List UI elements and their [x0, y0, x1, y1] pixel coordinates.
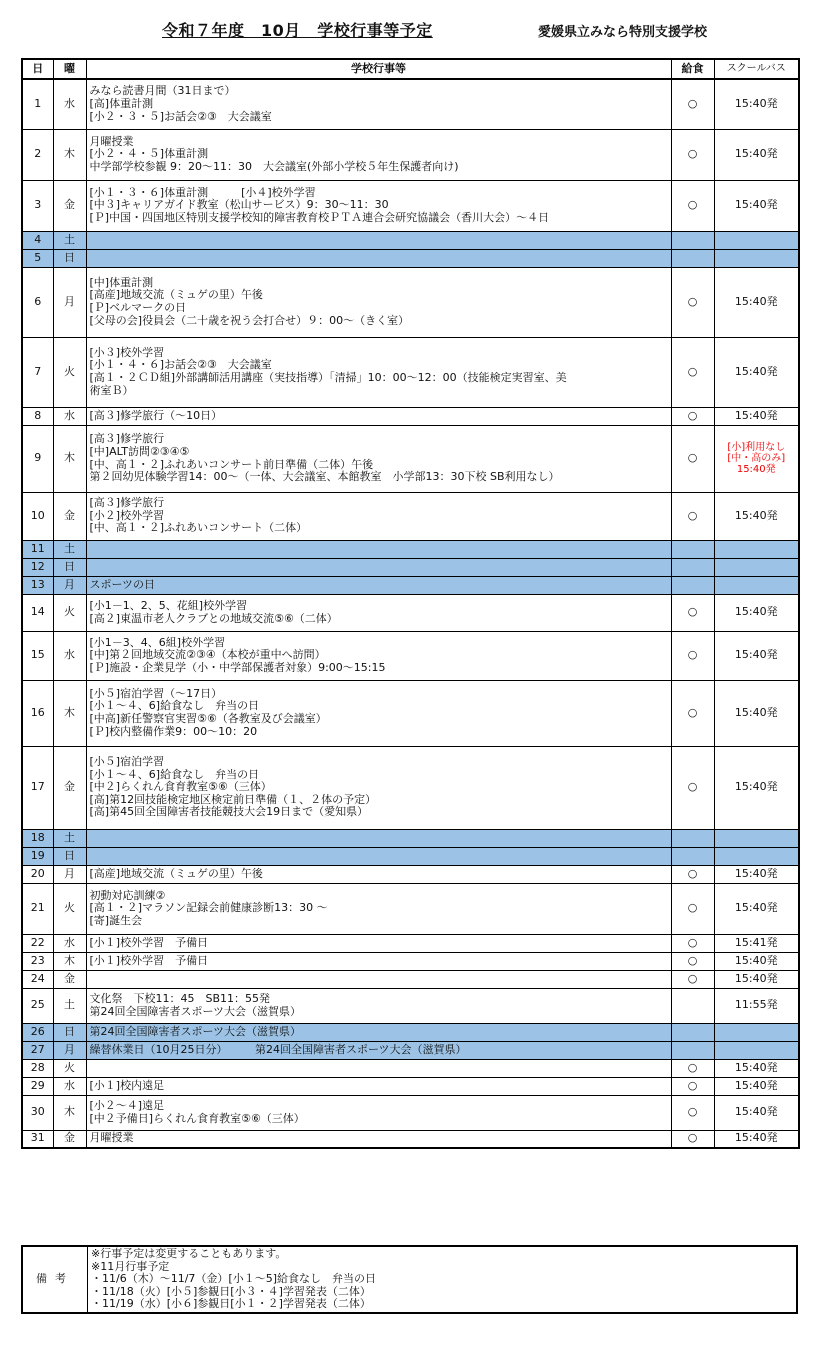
table-row: [22, 746, 799, 829]
table-row: [22, 267, 799, 337]
event-line: 文化祭 下校11：45 SB11：55発: [89, 991, 271, 1005]
table-row: [22, 952, 799, 970]
lunch-cell: ○: [671, 79, 714, 129]
day-cell: 9: [22, 425, 53, 492]
bus-cell: [714, 558, 799, 576]
bus-cell: 11:55発: [714, 988, 799, 1023]
events-cell: [86, 425, 671, 492]
bus-cell: 15:40発: [714, 337, 799, 407]
weekday-cell: 土: [53, 540, 86, 558]
bus-cell: 15:40発: [714, 970, 799, 988]
bus-cell: 15:40発: [714, 407, 799, 425]
events-cell: [86, 129, 671, 180]
events-cell: [86, 231, 671, 249]
table-row: [22, 1095, 799, 1130]
events-cell: [86, 249, 671, 267]
events-cell: [86, 1130, 671, 1148]
bus-cell: [714, 540, 799, 558]
lunch-cell: [671, 249, 714, 267]
event-line: [小１]校内遠足: [89, 1078, 165, 1092]
day-cell: 27: [22, 1041, 53, 1059]
bus-cell: 15:40発: [714, 746, 799, 829]
table-row: [22, 883, 799, 934]
col-header-bus: スクールバス: [714, 59, 799, 79]
table-row: [22, 1077, 799, 1095]
event-line: 月曜授業: [89, 1131, 134, 1145]
event-line: [中]体重計測: [89, 275, 154, 289]
event-line: [中、高１・２]ふれあいコンサート前日準備（二体）午後: [89, 457, 374, 471]
weekday-cell: 水: [53, 934, 86, 952]
weekday-cell: 金: [53, 180, 86, 231]
table-row: [22, 540, 799, 558]
event-line: [Ｐ]中国・四国地区特別支援学校知的障害教育校ＰＴＡ連合会研究協議会（香川大会）～４日: [89, 210, 550, 224]
event-line: 第24回全国障害者スポーツ大会（滋賀県）: [89, 1004, 302, 1018]
table-row: [22, 79, 799, 129]
lunch-cell: ○: [671, 594, 714, 631]
day-cell: 21: [22, 883, 53, 934]
lunch-cell: ○: [671, 952, 714, 970]
table-row: [22, 180, 799, 231]
events-cell: [86, 680, 671, 746]
event-line: [小１～４、6]給食なし 弁当の日: [89, 699, 260, 713]
table-row: [22, 680, 799, 746]
events-cell: [86, 558, 671, 576]
events-cell: [86, 576, 671, 594]
notes-content: [88, 1246, 798, 1313]
lunch-cell: ○: [671, 267, 714, 337]
day-cell: 22: [22, 934, 53, 952]
table-row: [22, 1041, 799, 1059]
lunch-cell: ○: [671, 492, 714, 540]
event-line: [高]第12回技能検定地区検定前日準備（１、２体の予定）: [89, 792, 377, 806]
events-cell: [86, 1041, 671, 1059]
table-row: [22, 934, 799, 952]
weekday-cell: 火: [53, 337, 86, 407]
table-row: [22, 847, 799, 865]
events-cell: [86, 970, 671, 988]
event-line: [小１]校外学習 予備日: [89, 935, 209, 949]
day-cell: 2: [22, 129, 53, 180]
event-line: [小５]宿泊学習（～17日）: [89, 686, 223, 700]
bus-cell: [714, 249, 799, 267]
bus-cell: 15:40発: [714, 952, 799, 970]
events-cell: [86, 180, 671, 231]
weekday-cell: 日: [53, 847, 86, 865]
event-line: [小１～４、6]給食なし 弁当の日: [89, 767, 260, 781]
event-line: [Ｐ]施設・企業見学（小・中学部保護者対象）9:00～15:15: [89, 660, 386, 674]
lunch-cell: ○: [671, 1059, 714, 1077]
table-row: [22, 425, 799, 492]
table-row: [22, 829, 799, 847]
bus-cell: 15:40発: [714, 1130, 799, 1148]
lunch-cell: ○: [671, 425, 714, 492]
note-line: ※11月行事予定: [91, 1259, 170, 1273]
events-cell: [86, 631, 671, 680]
lunch-cell: [671, 847, 714, 865]
events-cell: [86, 1095, 671, 1130]
event-line: [小1－3、4、6組]校外学習: [89, 635, 226, 649]
events-cell: [86, 594, 671, 631]
bus-note-line: [中・高のみ]: [727, 453, 786, 464]
lunch-cell: ○: [671, 407, 714, 425]
day-cell: 29: [22, 1077, 53, 1095]
event-line: [高産]地域交流（ミュゲの里）午後: [89, 866, 263, 880]
note-line: ・11/6（木）～11/7（金）[小１～5]給食なし 弁当の日: [91, 1272, 376, 1286]
lunch-cell: ○: [671, 970, 714, 988]
weekday-cell: 月: [53, 267, 86, 337]
event-line: [高]第45回全国障害者技能競技大会19日まで（愛知県）: [89, 805, 369, 819]
lunch-cell: ○: [671, 180, 714, 231]
bus-cell: 15:40発: [714, 129, 799, 180]
weekday-cell: 土: [53, 988, 86, 1023]
events-cell: [86, 407, 671, 425]
table-row: [22, 865, 799, 883]
day-cell: 1: [22, 79, 53, 129]
bus-cell: 15:40発: [714, 1077, 799, 1095]
school-name: 愛媛県立みなら特別支援学校: [538, 25, 708, 40]
bus-cell: 15:40発: [714, 865, 799, 883]
table-row: [22, 1059, 799, 1077]
lunch-cell: [671, 829, 714, 847]
weekday-cell: 水: [53, 79, 86, 129]
lunch-cell: ○: [671, 631, 714, 680]
weekday-cell: 火: [53, 1059, 86, 1077]
events-cell: [86, 883, 671, 934]
bus-cell: 15:40発: [714, 492, 799, 540]
event-line: 初動対応訓練②: [89, 888, 166, 902]
bus-cell: 15:40発: [714, 1059, 799, 1077]
day-cell: 26: [22, 1023, 53, 1041]
day-cell: 25: [22, 988, 53, 1023]
event-line: 第２回幼児体験学習14：00～（一体、大会議室、本館教室 小学部13：30下校 SB利用なし）: [89, 470, 560, 484]
notes-label: 備考: [22, 1246, 88, 1313]
lunch-cell: [671, 540, 714, 558]
bus-cell: 15:40発: [714, 267, 799, 337]
weekday-cell: 日: [53, 249, 86, 267]
weekday-cell: 木: [53, 952, 86, 970]
event-line: [高]体重計測: [89, 96, 154, 110]
bus-cell: 15:40発: [714, 883, 799, 934]
events-cell: [86, 847, 671, 865]
event-line: [中３]キャリアガイド教室（松山サービス）9：30～11：30: [89, 198, 389, 212]
events-cell: [86, 540, 671, 558]
day-cell: 20: [22, 865, 53, 883]
events-cell: [86, 79, 671, 129]
bus-cell: [714, 847, 799, 865]
event-line: [高１・２]マラソン記録会前健康診断13：30 ～: [89, 901, 328, 915]
weekday-cell: 水: [53, 1077, 86, 1095]
event-line: 繰替休業日（10月25日分） 第24回全国障害者スポーツ大会（滋賀県）: [89, 1042, 467, 1056]
event-line: スポーツの日: [89, 577, 156, 591]
event-line: [小1－1、2、5、花組]校外学習: [89, 598, 248, 612]
events-cell: [86, 1059, 671, 1077]
table-row: [22, 129, 799, 180]
day-cell: 18: [22, 829, 53, 847]
weekday-cell: 木: [53, 425, 86, 492]
bus-cell: [714, 1041, 799, 1059]
weekday-cell: 月: [53, 1041, 86, 1059]
bus-cell: 15:41発: [714, 934, 799, 952]
day-cell: 10: [22, 492, 53, 540]
weekday-cell: 水: [53, 631, 86, 680]
event-line: [中]第２回地域交流②③④（本校が重中へ訪問）: [89, 648, 326, 662]
event-line: [小２・３・５]お話会②③ 大会議室: [89, 109, 272, 123]
events-cell: [86, 829, 671, 847]
schedule-table: [21, 58, 800, 1149]
event-line: [中２]らくれん食育教室⑤⑥（三体）: [89, 780, 272, 794]
day-cell: 4: [22, 231, 53, 249]
bus-cell: 15:40発: [714, 631, 799, 680]
table-row: [22, 1023, 799, 1041]
note-line: ・11/19（水）[小６]参観日[小１・２]学習発表（二体）: [91, 1297, 371, 1311]
day-cell: 15: [22, 631, 53, 680]
events-cell: [86, 952, 671, 970]
lunch-cell: ○: [671, 337, 714, 407]
weekday-cell: 木: [53, 129, 86, 180]
weekday-cell: 金: [53, 970, 86, 988]
weekday-cell: 土: [53, 231, 86, 249]
bus-cell: 15:40発: [714, 180, 799, 231]
day-cell: 24: [22, 970, 53, 988]
table-row: [22, 594, 799, 631]
events-cell: [86, 1077, 671, 1095]
event-line: [高３]修学旅行: [89, 496, 165, 510]
day-cell: 28: [22, 1059, 53, 1077]
weekday-cell: 水: [53, 407, 86, 425]
table-row: [22, 1130, 799, 1148]
bus-note-line: [小]利用なし: [727, 442, 786, 453]
note-line: ※行事予定は変更することもあります。: [91, 1247, 287, 1260]
col-header-events: 学校行事等: [86, 59, 671, 79]
day-cell: 8: [22, 407, 53, 425]
weekday-cell: 土: [53, 829, 86, 847]
col-header-weekday: 曜: [53, 59, 86, 79]
page-title: 令和７年度 10月 学校行事等予定: [162, 21, 433, 40]
events-cell: [86, 1023, 671, 1041]
event-line: [高産]地域交流（ミュゲの里）午後: [89, 288, 263, 302]
event-line: [小１]校外学習 予備日: [89, 953, 209, 967]
event-line: [寄]誕生会: [89, 913, 143, 927]
event-line: [父母の会]役員会（二十歳を祝う会打合せ）９：00～（きく室）: [89, 313, 410, 327]
weekday-cell: 月: [53, 865, 86, 883]
day-cell: 11: [22, 540, 53, 558]
table-row: [22, 337, 799, 407]
lunch-cell: ○: [671, 1077, 714, 1095]
weekday-cell: 木: [53, 1095, 86, 1130]
lunch-cell: [671, 1041, 714, 1059]
events-cell: [86, 492, 671, 540]
event-line: [小３]校外学習: [89, 345, 165, 359]
day-cell: 16: [22, 680, 53, 746]
col-header-lunch: 給食: [671, 59, 714, 79]
events-cell: [86, 746, 671, 829]
event-line: [高２]東温市老人クラブとの地域交流⑤⑥（二体）: [89, 611, 338, 625]
lunch-cell: [671, 988, 714, 1023]
table-row: [22, 249, 799, 267]
day-cell: 13: [22, 576, 53, 594]
bus-cell: [714, 231, 799, 249]
lunch-cell: ○: [671, 1130, 714, 1148]
event-line: [小２]校外学習: [89, 508, 165, 522]
weekday-cell: 日: [53, 1023, 86, 1041]
event-line: [小１・３・６]体重計測 [小４]校外学習: [89, 185, 316, 199]
event-line: [Ｐ]ベルマークの日: [89, 301, 187, 314]
event-line: [中、高１・２]ふれあいコンサート（二体）: [89, 521, 308, 535]
weekday-cell: 金: [53, 746, 86, 829]
lunch-cell: [671, 1023, 714, 1041]
events-cell: [86, 988, 671, 1023]
day-cell: 3: [22, 180, 53, 231]
event-line: [Ｐ]校内整備作業9：00～10：20: [89, 724, 258, 738]
event-line: [中２予備日]らくれん食育教室⑤⑥（三体）: [89, 1111, 305, 1125]
bus-cell: 15:40発: [714, 594, 799, 631]
events-cell: [86, 934, 671, 952]
event-line: 術室Ｂ）: [89, 383, 134, 397]
bus-cell: [714, 1023, 799, 1041]
weekday-cell: 日: [53, 558, 86, 576]
event-line: [高３]修学旅行: [89, 432, 165, 446]
day-cell: 19: [22, 847, 53, 865]
table-row: [22, 970, 799, 988]
event-line: [小１・４・６]お話会②③ 大会議室: [89, 358, 272, 372]
event-line: みなら読書月間（31日まで）: [89, 84, 236, 98]
bus-note-line: 15:40発: [736, 464, 776, 475]
table-row: [22, 558, 799, 576]
lunch-cell: ○: [671, 1095, 714, 1130]
event-line: [高１・２ＣＤ組]外部講師活用講座（実技指導）「清掃」10：00～12：00（技能検定実習室、美: [89, 371, 567, 384]
day-cell: 5: [22, 249, 53, 267]
lunch-cell: ○: [671, 865, 714, 883]
bus-cell: [714, 425, 799, 492]
day-cell: 17: [22, 746, 53, 829]
table-row: [22, 576, 799, 594]
table-header-row: [22, 59, 799, 79]
lunch-cell: [671, 576, 714, 594]
bus-cell: 15:40発: [714, 79, 799, 129]
weekday-cell: 金: [53, 492, 86, 540]
day-cell: 6: [22, 267, 53, 337]
weekday-cell: 金: [53, 1130, 86, 1148]
events-cell: [86, 267, 671, 337]
table-row: [22, 231, 799, 249]
weekday-cell: 火: [53, 594, 86, 631]
weekday-cell: 火: [53, 883, 86, 934]
note-line: ・11/18（火）[小５]参観日[小３・４]学習発表（二体）: [91, 1284, 371, 1298]
weekday-cell: 月: [53, 576, 86, 594]
event-line: 第24回全国障害者スポーツ大会（滋賀県）: [89, 1024, 302, 1038]
lunch-cell: ○: [671, 746, 714, 829]
day-cell: 7: [22, 337, 53, 407]
lunch-cell: [671, 231, 714, 249]
day-cell: 12: [22, 558, 53, 576]
col-header-day: 日: [22, 59, 53, 79]
bus-cell: 15:40発: [714, 680, 799, 746]
weekday-cell: 木: [53, 680, 86, 746]
lunch-cell: [671, 558, 714, 576]
day-cell: 23: [22, 952, 53, 970]
day-cell: 31: [22, 1130, 53, 1148]
event-line: [小５]宿泊学習: [89, 755, 165, 769]
lunch-cell: ○: [671, 883, 714, 934]
day-cell: 30: [22, 1095, 53, 1130]
event-line: [中]ALT訪問②③④⑤: [89, 444, 190, 458]
events-cell: [86, 865, 671, 883]
table-row: [22, 407, 799, 425]
bus-cell: [714, 829, 799, 847]
event-line: [小２～４]遠足: [89, 1098, 165, 1112]
lunch-cell: ○: [671, 680, 714, 746]
table-row: [22, 631, 799, 680]
table-row: [22, 492, 799, 540]
lunch-cell: ○: [671, 129, 714, 180]
events-cell: [86, 337, 671, 407]
event-line: [中高]新任警察官実習⑤⑥（各教室及び会議室）: [89, 712, 327, 725]
day-cell: 14: [22, 594, 53, 631]
lunch-cell: ○: [671, 934, 714, 952]
event-line: 中学部学校参観 9：20～11：30 大会議室(外部小学校５年生保護者向け): [89, 159, 459, 173]
bus-cell: 15:40発: [714, 1095, 799, 1130]
table-row: [22, 988, 799, 1023]
event-line: 月曜授業: [89, 134, 134, 148]
event-line: [小２・４・５]体重計測: [89, 147, 209, 161]
notes-table: [21, 1245, 798, 1314]
event-line: [高３]修学旅行（～10日）: [89, 408, 223, 422]
bus-cell: [714, 576, 799, 594]
